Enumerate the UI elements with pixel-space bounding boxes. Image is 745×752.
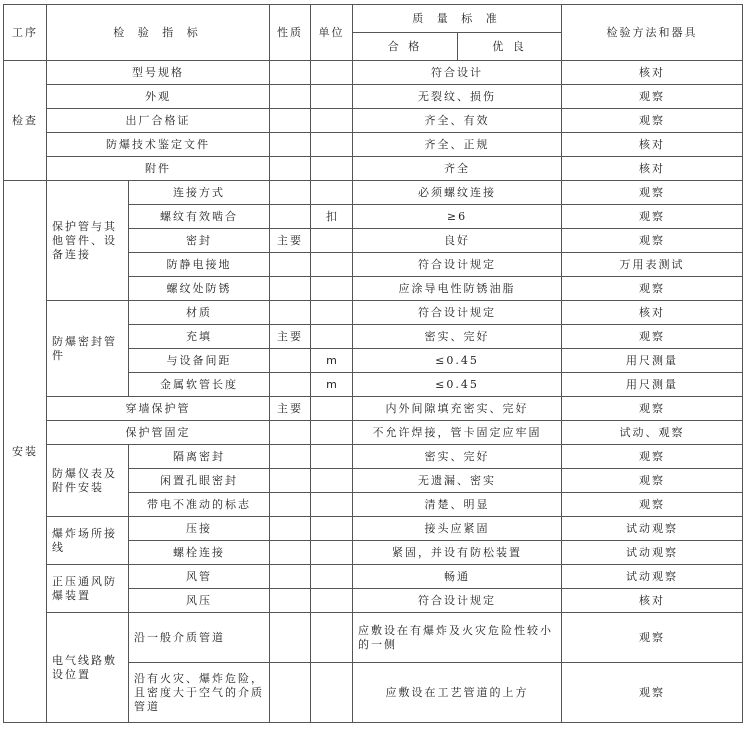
quality-standard: 密实、完好 — [353, 445, 562, 469]
nature-cell — [270, 589, 311, 613]
inspection-method: 观察 — [562, 493, 743, 517]
nature-cell — [270, 541, 311, 565]
unit-cell — [311, 663, 353, 723]
install-item: 隔离密封 — [129, 445, 270, 469]
unit-cell — [311, 277, 353, 301]
nature-cell — [270, 493, 311, 517]
unit-cell: m — [311, 373, 353, 397]
quality-standard: 符合设计规定 — [353, 589, 562, 613]
nature-cell: 主要 — [270, 397, 311, 421]
quality-standard: 必须螺纹连接 — [353, 181, 562, 205]
install-item: 风管 — [129, 565, 270, 589]
inspection-method: 观察 — [562, 469, 743, 493]
group-label: 保护管与其他管件、设备连接 — [47, 181, 129, 301]
group-label: 正压通风防爆装置 — [47, 565, 129, 613]
inspection-method: 观察 — [562, 445, 743, 469]
install-item: 带电不准动的标志 — [129, 493, 270, 517]
inspection-method: 试动观察 — [562, 541, 743, 565]
quality-standard: 齐全、有效 — [353, 109, 562, 133]
inspection-method: 用尺测量 — [562, 373, 743, 397]
unit-cell: m — [311, 349, 353, 373]
quality-standard: 齐全、正规 — [353, 133, 562, 157]
inspection-method: 核对 — [562, 61, 743, 85]
quality-standard: 符合设计规定 — [353, 301, 562, 325]
unit-cell — [311, 445, 353, 469]
nature-cell — [270, 277, 311, 301]
inspection-method: 观察 — [562, 181, 743, 205]
quality-standard: 符合设计 — [353, 61, 562, 85]
nature-cell — [270, 157, 311, 181]
install-item: 连接方式 — [129, 181, 270, 205]
nature-cell — [270, 469, 311, 493]
unit-cell — [311, 181, 353, 205]
unit-cell — [311, 613, 353, 663]
quality-standard: 畅通 — [353, 565, 562, 589]
unit-cell — [311, 301, 353, 325]
install-item: 沿一般介质管道 — [129, 613, 270, 663]
install-item: 螺纹处防锈 — [129, 277, 270, 301]
install-item: 防静电接地 — [129, 253, 270, 277]
unit-cell — [311, 253, 353, 277]
inspection-item: 外观 — [47, 85, 270, 109]
nature-cell — [270, 517, 311, 541]
unit-cell — [311, 493, 353, 517]
install-item: 风压 — [129, 589, 270, 613]
quality-standard: 无遗漏、密实 — [353, 469, 562, 493]
nature-cell — [270, 421, 311, 445]
header-quality: 质 量 标 准 — [353, 5, 562, 33]
nature-cell — [270, 253, 311, 277]
unit-cell — [311, 541, 353, 565]
inspection-method: 试动观察 — [562, 517, 743, 541]
install-item: 密封 — [129, 229, 270, 253]
inspection-method: 试动、观察 — [562, 421, 743, 445]
header-excellent: 优 良 — [458, 33, 562, 61]
nature-cell: 主要 — [270, 325, 311, 349]
install-item: 充填 — [129, 325, 270, 349]
nature-cell — [270, 85, 311, 109]
install-item: 螺栓连接 — [129, 541, 270, 565]
install-item: 材质 — [129, 301, 270, 325]
install-item: 保护管固定 — [47, 421, 270, 445]
quality-standard: 应涂导电性防锈油脂 — [353, 277, 562, 301]
inspection-method: 核对 — [562, 589, 743, 613]
quality-standard: 符合设计规定 — [353, 253, 562, 277]
unit-cell — [311, 589, 353, 613]
quality-standard: 紧固，并设有防松装置 — [353, 541, 562, 565]
quality-standard: 不允许焊接，管卡固定应牢固 — [353, 421, 562, 445]
unit-cell — [311, 61, 353, 85]
quality-standard: 齐全 — [353, 157, 562, 181]
inspection-method: 观察 — [562, 663, 743, 723]
nature-cell — [270, 301, 311, 325]
nature-cell — [270, 205, 311, 229]
nature-cell — [270, 61, 311, 85]
group-label: 电气线路敷设位置 — [47, 613, 129, 723]
nature-cell — [270, 109, 311, 133]
header-unit: 单位 — [311, 5, 353, 61]
inspection-item: 型号规格 — [47, 61, 270, 85]
unit-cell — [311, 565, 353, 589]
inspection-method: 观察 — [562, 397, 743, 421]
inspection-method: 观察 — [562, 229, 743, 253]
inspection-method: 观察 — [562, 325, 743, 349]
inspection-method: 观察 — [562, 277, 743, 301]
unit-cell — [311, 109, 353, 133]
inspection-method: 观察 — [562, 613, 743, 663]
unit-cell — [311, 517, 353, 541]
nature-cell — [270, 565, 311, 589]
nature-cell — [270, 349, 311, 373]
install-item: 穿墙保护管 — [47, 397, 270, 421]
inspection-item: 出厂合格证 — [47, 109, 270, 133]
header-process: 工序 — [4, 5, 47, 61]
unit-cell: 扣 — [311, 205, 353, 229]
inspection-method: 核对 — [562, 157, 743, 181]
quality-standard: ≥6 — [353, 205, 562, 229]
quality-standard: 密实、完好 — [353, 325, 562, 349]
inspection-method: 观察 — [562, 109, 743, 133]
nature-cell — [270, 663, 311, 723]
unit-cell — [311, 85, 353, 109]
header-method: 检验方法和器具 — [562, 5, 743, 61]
group-label: 防爆仪表及附件安装 — [47, 445, 129, 517]
nature-cell — [270, 445, 311, 469]
install-item: 金属软管长度 — [129, 373, 270, 397]
inspection-method: 观察 — [562, 85, 743, 109]
process-install: 安装 — [4, 181, 47, 723]
quality-standard: 接头应紧固 — [353, 517, 562, 541]
inspection-method: 观察 — [562, 205, 743, 229]
group-label: 防爆密封管件 — [47, 301, 129, 397]
inspection-item: 附件 — [47, 157, 270, 181]
nature-cell — [270, 133, 311, 157]
nature-cell: 主要 — [270, 229, 311, 253]
quality-standard: 清楚、明显 — [353, 493, 562, 517]
unit-cell — [311, 157, 353, 181]
header-nature: 性质 — [270, 5, 311, 61]
install-item: 闲置孔眼密封 — [129, 469, 270, 493]
quality-standard: ≤0.45 — [353, 373, 562, 397]
group-label: 爆炸场所接线 — [47, 517, 129, 565]
quality-standard: 应敷设在工艺管道的上方 — [353, 663, 562, 723]
unit-cell — [311, 133, 353, 157]
nature-cell — [270, 181, 311, 205]
inspection-item: 防爆技术鉴定文件 — [47, 133, 270, 157]
inspection-method: 用尺测量 — [562, 349, 743, 373]
unit-cell — [311, 325, 353, 349]
header-indicator: 检 验 指 标 — [47, 5, 270, 61]
inspection-table — [3, 4, 743, 723]
install-item: 螺纹有效啮合 — [129, 205, 270, 229]
inspection-method: 核对 — [562, 301, 743, 325]
nature-cell — [270, 373, 311, 397]
install-item: 压接 — [129, 517, 270, 541]
header-pass: 合 格 — [353, 33, 458, 61]
inspection-method: 核对 — [562, 133, 743, 157]
quality-standard: 良好 — [353, 229, 562, 253]
quality-standard: ≤0.45 — [353, 349, 562, 373]
process-inspection: 检查 — [4, 61, 47, 181]
quality-standard: 内外间隙填充密实、完好 — [353, 397, 562, 421]
install-item: 沿有火灾、爆炸危险，且密度大于空气的介质管道 — [129, 663, 270, 723]
unit-cell — [311, 421, 353, 445]
unit-cell — [311, 229, 353, 253]
inspection-method: 试动观察 — [562, 565, 743, 589]
unit-cell — [311, 469, 353, 493]
quality-standard: 无裂纹、损伤 — [353, 85, 562, 109]
inspection-method: 万用表测试 — [562, 253, 743, 277]
install-item: 与设备间距 — [129, 349, 270, 373]
nature-cell — [270, 613, 311, 663]
unit-cell — [311, 397, 353, 421]
quality-standard: 应敷设在有爆炸及火灾危险性较小的一侧 — [353, 613, 562, 663]
